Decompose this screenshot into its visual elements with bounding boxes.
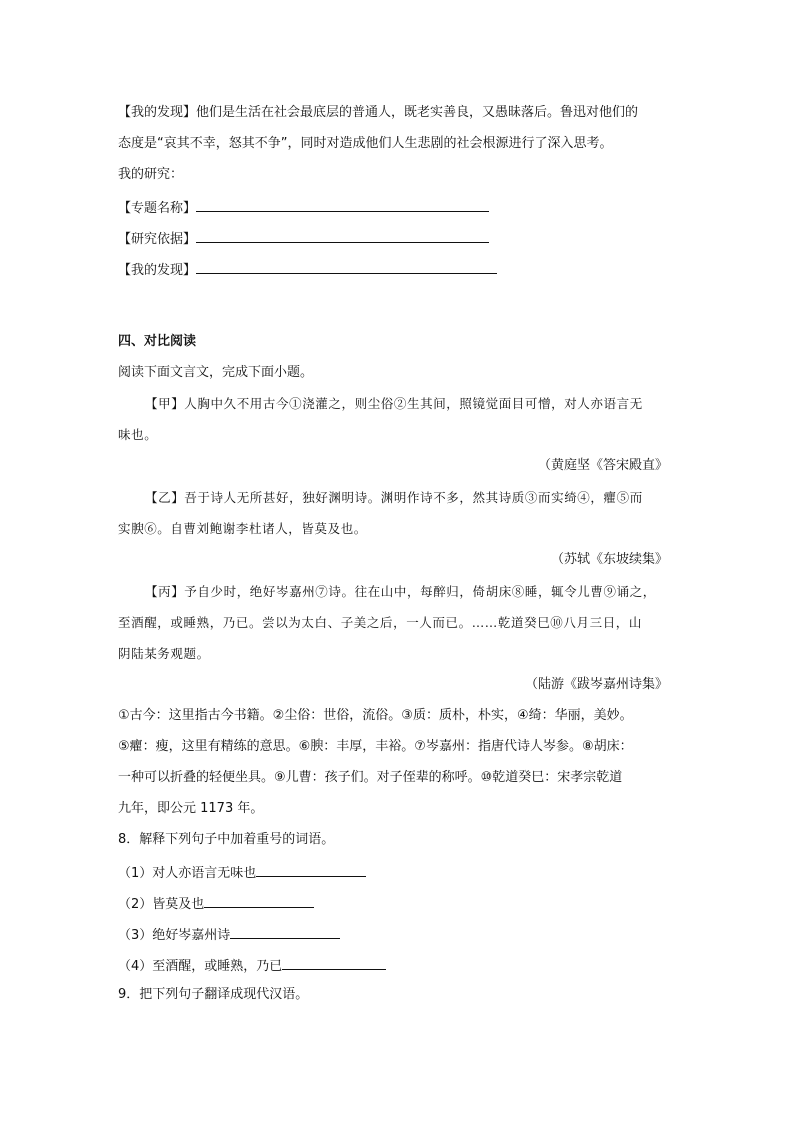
passage-jia-source: （黄庭坚《答宋殿直》 bbox=[537, 458, 668, 473]
answer-8-1-blank[interactable] bbox=[256, 862, 366, 877]
question-8-2-text: （2）皆莫及也 bbox=[118, 897, 205, 912]
question-8-3-text: （3）绝好岑嘉州诗 bbox=[118, 928, 231, 943]
passage-yi-line-1: 【乙】吾于诗人无所甚好，独好渊明诗。渊明作诗不多，然其诗质③而实绮④，癯⑤而 bbox=[145, 490, 643, 505]
passage-jia-line-2: 味也。 bbox=[118, 427, 158, 442]
my-discovery-blank[interactable] bbox=[196, 259, 497, 274]
question-8-3-row bbox=[118, 924, 340, 945]
topic-name-blank[interactable] bbox=[196, 197, 489, 212]
passage-jia-line-1: 【甲】人胸中久不用古今①浇灌之，则尘俗②生其间，照镜觉面目可憎，对人亦语言无 bbox=[145, 396, 643, 411]
section-instruction: 阅读下面文言文，完成下面小题。 bbox=[118, 365, 314, 380]
answer-8-2-blank[interactable] bbox=[204, 893, 314, 908]
notes-line-4: 九年，即公元 1173 年。 bbox=[118, 801, 264, 816]
question-8-1-row bbox=[118, 862, 366, 883]
answer-8-4-blank[interactable] bbox=[282, 955, 386, 970]
notes-line-1: ①古今：这里指古今书籍。②尘俗：世俗，流俗。③质：质朴，朴实，④绮：华丽，美妙。 bbox=[118, 708, 633, 723]
my-discovery-row bbox=[118, 259, 497, 280]
research-basis-blank[interactable] bbox=[196, 228, 489, 243]
question-8: 8．解释下列句子中加着重号的词语。 bbox=[118, 832, 335, 847]
passage-yi-line-2: 实腴⑥。自曹刘鲍谢李杜诸人，皆莫及也。 bbox=[118, 521, 367, 536]
question-9: 9．把下列句子翻译成现代汉语。 bbox=[118, 987, 309, 1002]
research-basis-label: 【研究依据】 bbox=[118, 232, 197, 247]
passage-bing-source: （陆游《跋岑嘉州诗集》 bbox=[524, 677, 668, 692]
passage-yi-source: （苏轼《东坡续集》 bbox=[550, 552, 668, 567]
answer-8-3-blank[interactable] bbox=[230, 924, 340, 939]
section-heading: 四、对比阅读 bbox=[118, 334, 197, 349]
passage-bing-line-2: 至酒醒，或睡熟，乃已。尝以为太白、子美之后，一人而已。……乾道癸巳⑩八月三日，山 bbox=[118, 615, 643, 630]
notes-line-2: ⑤癯：瘦，这里有精练的意思。⑥腴：丰厚，丰裕。⑦岑嘉州：指唐代诗人岑参。⑧胡床： bbox=[118, 739, 633, 754]
question-8-2-row bbox=[118, 893, 314, 914]
question-8-4-text: （4）至酒醒，或睡熟，乃已 bbox=[118, 959, 283, 974]
question-8-4-row bbox=[118, 955, 386, 976]
discovery-line-1: 【我的发现】他们是生活在社会最底层的普通人，既老实善良，又愚昧落后。鲁迅对他们的 bbox=[118, 105, 639, 120]
topic-name-label: 【专题名称】 bbox=[118, 201, 197, 216]
question-8-1-text: （1）对人亦语言无味也 bbox=[118, 866, 257, 881]
topic-name-row bbox=[118, 197, 489, 218]
passage-bing-line-3: 阴陆某务观题。 bbox=[118, 646, 210, 661]
passage-bing-line-1: 【丙】予自少时，绝好岑嘉州⑦诗。往在山中，每醉归，倚胡床⑧睡，辄令儿曹⑨诵之， bbox=[145, 584, 656, 599]
my-research-label: 我的研究： bbox=[118, 167, 184, 182]
notes-line-3: 一种可以折叠的轻便坐具。⑨儿曹：孩子们。对子侄辈的称呼。⑩乾道癸巳：宋孝宗乾道 bbox=[118, 770, 623, 785]
discovery-line-2: 态度是“哀其不幸，怒其不争”，同时对造成他们人生悲剧的社会根源进行了深入思考。 bbox=[118, 136, 613, 151]
research-basis-row bbox=[118, 228, 489, 249]
my-discovery-label: 【我的发现】 bbox=[118, 263, 197, 278]
